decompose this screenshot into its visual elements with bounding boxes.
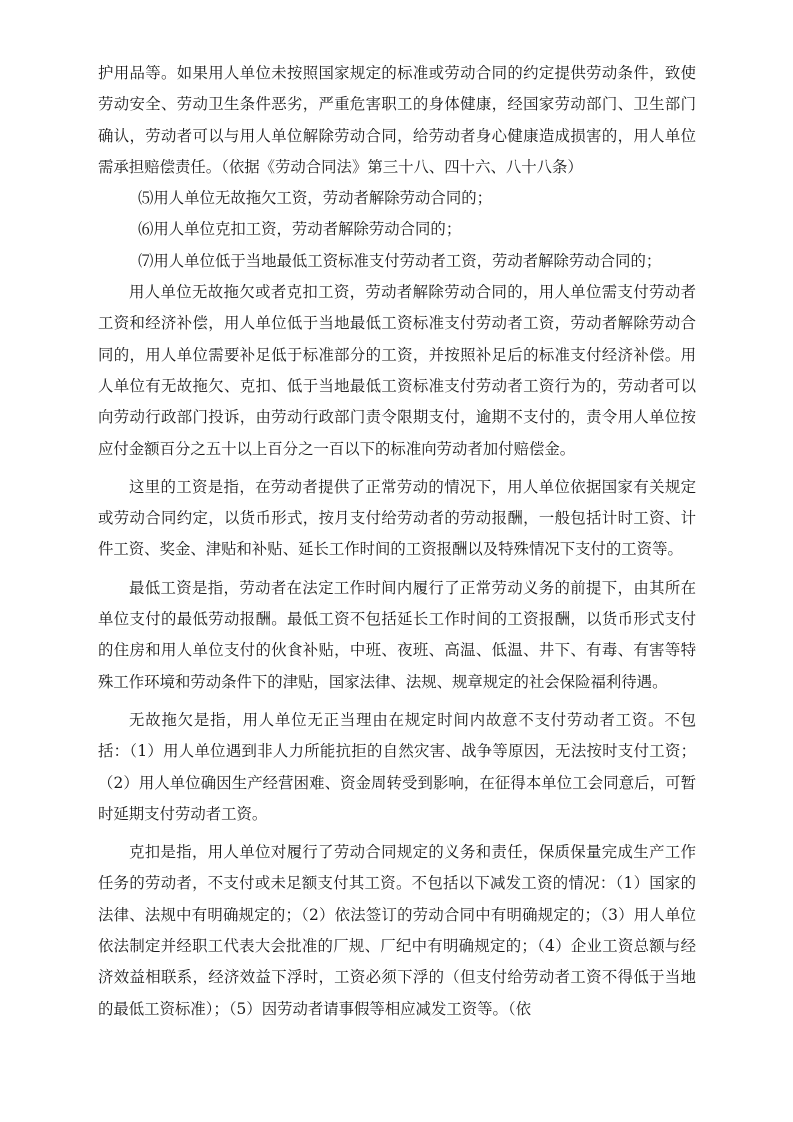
list-item-5: ⑸用人单位无故拖欠工资，劳动者解除劳动合同的； xyxy=(138,189,492,208)
paragraph-deduction-definition: 克扣是指，用人单位对履行了劳动合同规定的义务和责任，保质保量完成生产工作任务的劳动者，不支付或未足额支付其工资。不包括以下减发工资的情况：（1）国家的法律、法规中有明确规定的；（2）依法签订的劳动合同中有明确规定的；（3）用人单位依法制定并经职工代表大会批准的厂规、厂纪中有明确规定的；（4）企业工资总额与经济效益相联系，经济效益下浮时，工资必须下浮的（但支付给劳动者工资不得低于当地的最低工资标准）；（5）因劳动者请事假等相应减发工资等。（依 xyxy=(98,843,696,1018)
document-body xyxy=(98,58,696,1025)
list-item-6: ⑹用人单位克扣工资，劳动者解除劳动合同的； xyxy=(138,220,462,239)
paragraph-arrears-definition: 无故拖欠是指，用人单位无正当理由在规定时间内故意不支付劳动者工资。不包括：（1）用人单位遇到非人力所能抗拒的自然灾害、战争等原因，无法按时支付工资；（2）用人单位确因生产经营困难、资金周转受到影响，在征得本单位工会同意后，可暂时延期支付劳动者工资。 xyxy=(98,710,696,823)
paragraph-continuation: 护用品等。如果用人单位未按照国家规定的标准或劳动合同的约定提供劳动条件，致使劳动安全、劳动卫生条件恶劣，严重危害职工的身体健康，经国家劳动部门、卫生部门确认，劳动者可以与用人单位解除劳动合同，给劳动者身心健康造成损害的，用人单位需承担赔偿责任。（依据《劳动合同法》第三十八、四十六、八十八条） xyxy=(98,64,696,176)
paragraph-wage-compensation: 用人单位无故拖欠或者克扣工资，劳动者解除劳动合同的，用人单位需支付劳动者工资和经济补偿，用人单位低于当地最低工资标准支付劳动者工资，劳动者解除劳动合同的，用人单位需要补足低于标准部分的工资，并按照补足后的标准支付经济补偿。用人单位有无故拖欠、克扣、低于当地最低工资标准支付劳动者工资行为的，劳动者可以向劳动行政部门投诉，由劳动行政部门责令限期支付，逾期不支付的，责令用人单位按应付金额百分之五十以上百分之一百以下的标准向劳动者加付赔偿金。 xyxy=(98,283,696,458)
paragraph-wage-definition: 这里的工资是指，在劳动者提供了正常劳动的情况下，用人单位依据国家有关规定或劳动合同约定，以货币形式，按月支付给劳动者的劳动报酬，一般包括计时工资、计件工资、奖金、津贴和补贴、延长工作时间的工资报酬以及特殊情况下支付的工资等。 xyxy=(98,477,696,559)
list-item-7: ⑺用人单位低于当地最低工资标准支付劳动者工资，劳动者解除劳动合同的； xyxy=(138,251,662,270)
paragraph-minimum-wage-definition: 最低工资是指，劳动者在法定工作时间内履行了正常劳动义务的前提下，由其所在单位支付的最低劳动报酬。最低工资不包括延长工作时间的工资报酬，以货币形式支付的住房和用人单位支付的伙食补贴，中班、夜班、高温、低温、井下、有毒、有害等特殊工作环境和劳动条件下的津贴，国家法律、法规、规章规定的社会保险福利待遇。 xyxy=(98,578,696,691)
